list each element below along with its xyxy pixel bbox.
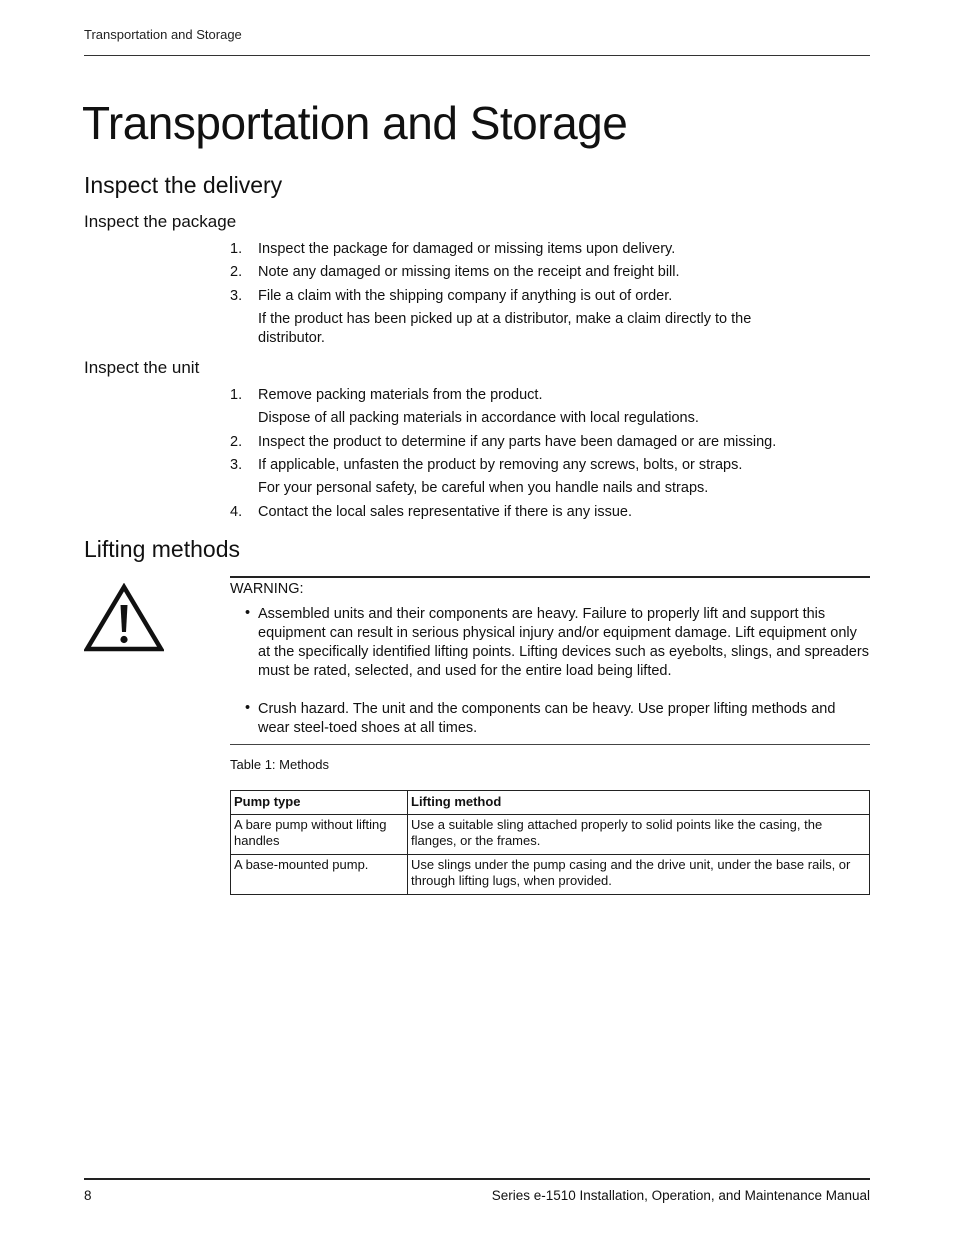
step-number: 4. <box>230 504 243 520</box>
table-cell: Use slings under the pump casing and the drive unit, under the base rails, or through lifting lugs, when provided. <box>408 855 870 895</box>
warning-bottom-rule <box>230 744 870 745</box>
subsection-heading-inspect-package: Inspect the package <box>84 212 237 231</box>
warning-top-rule <box>230 576 870 578</box>
section-heading-lifting-methods: Lifting methods <box>84 536 240 562</box>
unit-step-1-note: Dispose of all packing materials in accordance with local regulations. <box>258 410 699 426</box>
table-caption: Table 1: Methods <box>230 757 330 772</box>
step-text: If applicable, unfasten the product by removing any screws, bolts, or straps. <box>258 457 743 473</box>
header-divider <box>84 55 870 56</box>
footer-divider <box>84 1178 870 1180</box>
page-title: Transportation and Storage <box>82 97 628 149</box>
package-step-3-note: If the product has been picked up at a distributor, make a claim directly to the distributor. <box>258 311 752 346</box>
section-heading-inspect-delivery: Inspect the delivery <box>84 172 283 198</box>
lifting-methods-table <box>230 790 870 895</box>
table-header-row <box>231 791 870 815</box>
running-header: Transportation and Storage <box>84 27 242 42</box>
warning-bullet-text: Assembled units and their components are heavy. Failure to properly lift and support this equipment can result in serious physical injury and/or equipment damage. Lift equipment only at the specifically identified lifting points. Lifting devices such as eyebolts, slings, and spreaders must be rated, selected, and used for the entire load being lifted. <box>258 606 869 679</box>
table-row <box>231 815 870 855</box>
column-header-lifting-method: Lifting method <box>408 791 870 815</box>
step-text: Contact the local sales representative if there is any issue. <box>258 504 632 520</box>
table-cell: A base-mounted pump. <box>231 855 408 895</box>
step-text: File a claim with the shipping company if anything is out of order. <box>258 288 673 304</box>
step-number: 2. <box>230 434 243 450</box>
table-row <box>231 855 870 895</box>
warning-label: WARNING: <box>230 581 304 597</box>
table-cell: Use a suitable sling attached properly to solid points like the casing, the flanges, or the frames. <box>408 815 870 855</box>
subsection-heading-inspect-unit: Inspect the unit <box>84 358 200 377</box>
step-number: 3. <box>230 288 243 304</box>
warning-triangle-icon <box>84 583 164 653</box>
warning-bullet-text: Crush hazard. The unit and the components can be heavy. Use proper lifting methods and wear steel-toed shoes at all times. <box>258 701 836 736</box>
step-number: 3. <box>230 457 243 473</box>
step-number: 1. <box>230 387 243 403</box>
step-number: 2. <box>230 264 243 280</box>
table-cell: A bare pump without lifting handles <box>231 815 408 855</box>
step-text: Inspect the package for damaged or missing items upon delivery. <box>258 241 676 257</box>
warning-bullet-marker: • <box>245 700 251 716</box>
footer-manual-title: Series e-1510 Installation, Operation, and Maintenance Manual <box>491 1188 870 1203</box>
step-text: Inspect the product to determine if any parts have been damaged or are missing. <box>258 434 777 450</box>
step-text: Remove packing materials from the product. <box>258 387 543 403</box>
step-number: 1. <box>230 241 243 257</box>
unit-step-3-note: For your personal safety, be careful when you handle nails and straps. <box>258 480 709 496</box>
page-number: 8 <box>84 1188 92 1203</box>
column-header-pump-type: Pump type <box>231 791 408 815</box>
warning-bullet-marker: • <box>245 605 251 621</box>
step-text: Note any damaged or missing items on the receipt and freight bill. <box>258 264 680 280</box>
